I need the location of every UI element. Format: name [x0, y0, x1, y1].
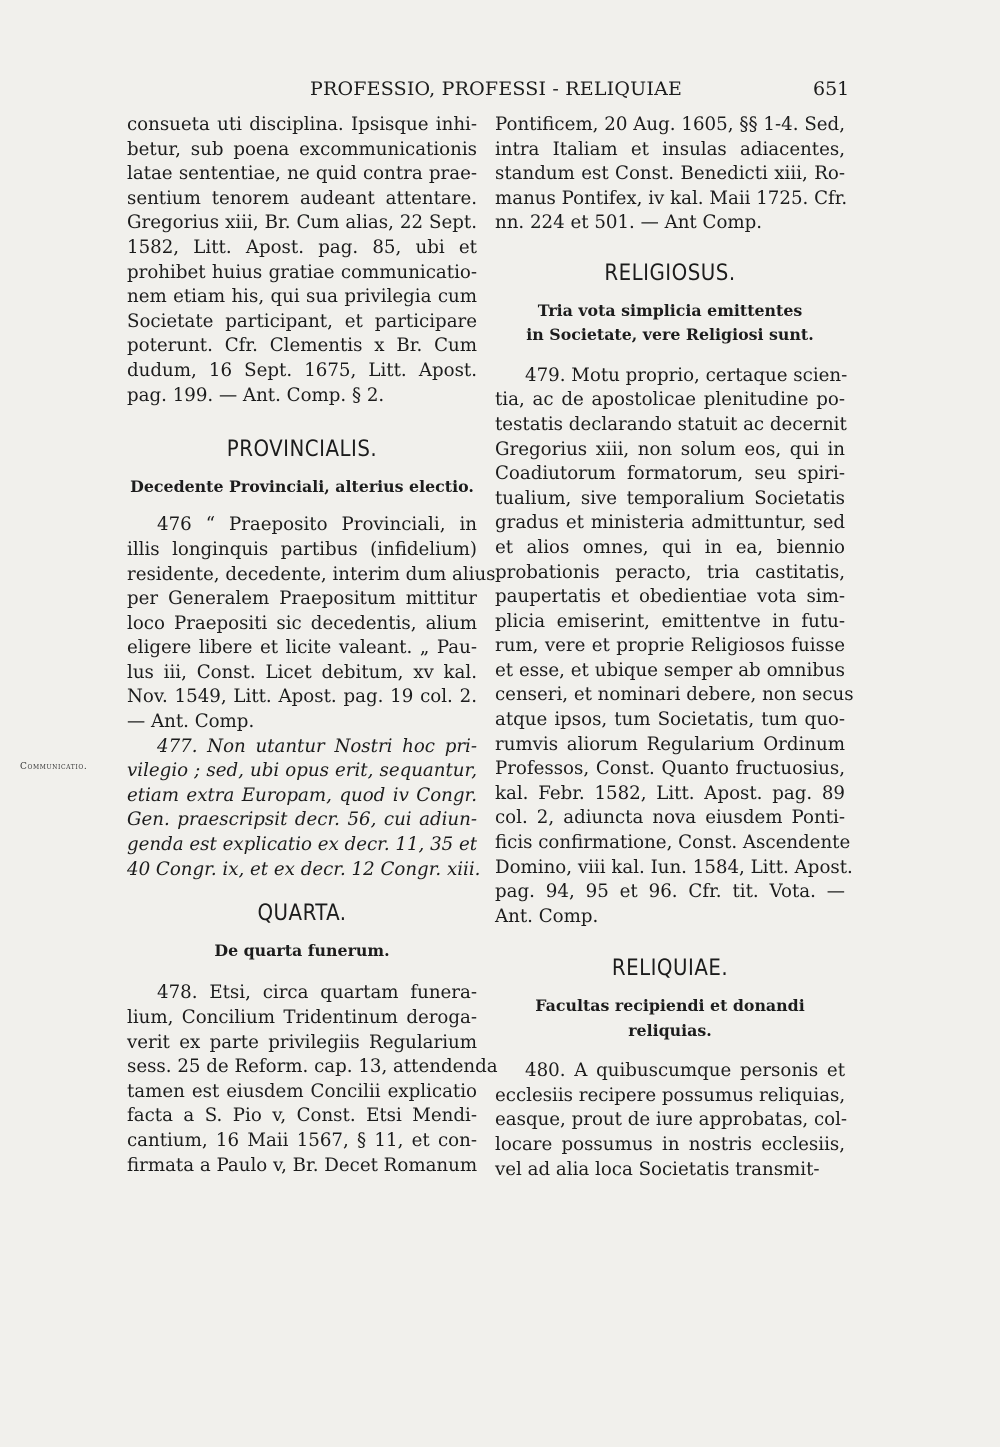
text-line: plicia emiserint, emittentve in futu-: [495, 610, 845, 632]
text-line: eligere libere et licite valeant. „ Pau-: [127, 637, 477, 659]
page-number: 651: [813, 78, 850, 100]
text-line: censeri, et nominari debere, non secus: [495, 684, 854, 706]
text-line: standum est Const. Benedicti xiii, Ro-: [495, 163, 845, 185]
text-line: 40 Congr. ix, et ex decr. 12 Congr. xiii.: [127, 858, 481, 880]
paragraph-477: [127, 735, 481, 883]
text-line: Facultas recipiendi et donandi: [535, 996, 805, 1015]
text-line: consueta uti disciplina. Ipsisque inhi-: [127, 114, 477, 135]
text-line: dudum, 16 Sept. 1675, Litt. Apost.: [127, 359, 477, 381]
text-line: Coadiutorum formatorum, seu spiri-: [495, 463, 845, 485]
subheading-tria-vota: [495, 299, 845, 348]
text-line: residente, decedente, interim dum alius: [127, 563, 496, 585]
text-line: 479. Motu proprio, certaque scien-: [525, 364, 848, 386]
text-line: Professos, Const. Quanto fructuosius,: [495, 758, 845, 780]
text-line: betur, sub poena excommunicationis: [127, 138, 477, 160]
text-line: paupertatis et obedientiae vota sim-: [495, 586, 845, 608]
margin-note: Communicatio.: [20, 762, 88, 772]
section-heading-provincialis: PROVINCIALIS.: [226, 437, 378, 463]
running-title: PROFESSIO, PROFESSI - RELIQUIAE: [310, 78, 683, 100]
text-line: sentium tenorem audeant attentare.: [127, 187, 477, 209]
text-line: nem etiam his, qui sua privilegia cum: [127, 286, 477, 308]
text-line: tia, ac de apostolicae plenitudine po-: [495, 389, 845, 411]
paragraph-continuation-right: [495, 113, 848, 236]
subheading-quarta-funerum: De quarta funerum.: [214, 940, 390, 960]
text-line: Ant. Comp.: [495, 905, 599, 927]
text-line: reliquias.: [628, 1020, 712, 1040]
text-line: lus iii, Const. Licet debitum, xv kal.: [127, 661, 477, 683]
text-line: locare possumus in nostris ecclesiis,: [495, 1133, 845, 1155]
text-line: firmata a Paulo v, Br. Decet Romanum: [127, 1154, 478, 1176]
text-line: rum, vere et proprie Religiosos fuisse: [495, 635, 845, 657]
text-line: per Generalem Praepositum mittitur: [127, 588, 477, 610]
text-line: col. 2, adiuncta nova eiusdem Ponti-: [495, 807, 845, 829]
text-line: Gen. praescripsit decr. 56, cui adiun-: [127, 809, 477, 831]
text-line: facta a S. Pio v, Const. Etsi Mendi-: [127, 1105, 477, 1127]
text-line: genda est explicatio ex decr. 11, 35 et: [127, 834, 478, 856]
text-line: probationis peracto, tria castitatis,: [495, 561, 845, 583]
section-heading-reliquiae: RELIQUIAE.: [611, 956, 729, 982]
text-line: Domino, viii kal. Iun. 1584, Litt. Apost.: [495, 856, 853, 878]
text-line: etiam extra Europam, quod iv Congr.: [127, 784, 477, 806]
text-line: testatis declarando statuit ac decernit: [495, 413, 847, 435]
text-line: manus Pontifex, iv kal. Maii 1725. Cfr.: [495, 187, 848, 209]
text-line: 480. A quibuscumque personis et: [525, 1060, 845, 1082]
text-line: Gregorius xiii, Br. Cum alias, 22 Sept.: [127, 212, 477, 234]
text-line: sess. 25 de Reform. cap. 13, attendenda: [127, 1056, 498, 1078]
text-line: latae sententiae, ne quid contra prae-: [127, 163, 477, 185]
paragraph-479: [495, 364, 854, 930]
text-line: tualium, sive temporalium Societatis: [495, 487, 845, 509]
text-line: 1582, Litt. Apost. pag. 85, ubi et: [127, 236, 477, 258]
paragraph-480: [495, 1059, 848, 1182]
text-line: ecclesiis recipere possumus reliquias,: [495, 1084, 846, 1106]
text-line: loco Praepositi sic decedentis, alium: [127, 612, 477, 634]
section-heading-religiosus: RELIGIOSUS.: [604, 260, 736, 286]
text-line: 476 “ Praeposito Provinciali, in: [157, 514, 477, 536]
text-line: Societate participant, et participare: [127, 310, 477, 332]
paragraph-continuation-left: [127, 113, 477, 408]
text-line: pag. 94, 95 et 96. Cfr. tit. Vota. —: [495, 881, 845, 903]
left-column: [127, 113, 498, 1178]
text-line: 478. Etsi, circa quartam funera-: [157, 982, 477, 1004]
text-line: cantium, 16 Maii 1567, § 11, et con-: [127, 1129, 477, 1151]
text-line: 477. Non utantur Nostri hoc pri-: [157, 735, 477, 757]
text-line: atque ipsos, tum Societatis, tum quo-: [495, 709, 845, 731]
text-line: poterunt. Cfr. Clementis x Br. Cum: [127, 335, 477, 357]
text-line: nn. 224 et 501. — Ant Comp.: [495, 212, 763, 234]
text-line: ficis confirmatione, Const. Ascendente: [495, 832, 851, 854]
text-line: pag. 199. — Ant. Comp. § 2.: [127, 384, 385, 406]
right-column: [495, 113, 854, 1182]
text-line: vilegio ; sed, ubi opus erit, sequantur,: [127, 760, 477, 782]
text-line: verit ex parte privilegiis Regularium: [127, 1031, 477, 1053]
text-line: intra Italiam et insulas adiacentes,: [495, 138, 845, 160]
text-line: Gregorius xiii, non solum eos, qui in: [495, 438, 845, 460]
text-line: — Ant. Comp.: [127, 711, 255, 733]
text-line: tamen est eiusdem Concilii explicatio: [127, 1080, 477, 1102]
text-line: Tria vota simplicia emittentes: [537, 300, 803, 320]
text-line: Nov. 1549, Litt. Apost. pag. 19 col. 2.: [127, 686, 477, 708]
text-line: prohibet huius gratiae communicatio-: [127, 261, 477, 283]
text-line: easque, prout de iure approbatas, col-: [495, 1109, 848, 1131]
subheading-facultas: [495, 994, 845, 1043]
running-header: [0, 78, 1000, 108]
text-line: et alios omnes, qui in ea, biennio: [495, 536, 845, 558]
text-line: vel ad alia loca Societatis transmit-: [495, 1158, 820, 1180]
text-line: gradus et ministeria admittuntur, sed: [495, 512, 845, 534]
text-line: kal. Febr. 1582, Litt. Apost. pag. 89: [495, 782, 845, 804]
text-line: in Societate, vere Religiosi sunt.: [526, 325, 814, 345]
section-heading-quarta: QUARTA.: [257, 901, 347, 927]
text-line: Pontificem, 20 Aug. 1605, §§ 1-4. Sed,: [495, 114, 845, 135]
subheading-decedente: Decedente Provinciali, alterius electio.: [130, 476, 474, 496]
text-line: et esse, et ubique semper ab omnibus: [495, 659, 845, 681]
text-line: lium, Concilium Tridentinum deroga-: [127, 1007, 477, 1028]
text-line: rumvis aliorum Regularium Ordinum: [495, 733, 845, 755]
paragraph-478: [127, 981, 498, 1178]
text-line: illis longinquis partibus (infidelium): [127, 538, 477, 560]
paragraph-476: [127, 513, 496, 734]
